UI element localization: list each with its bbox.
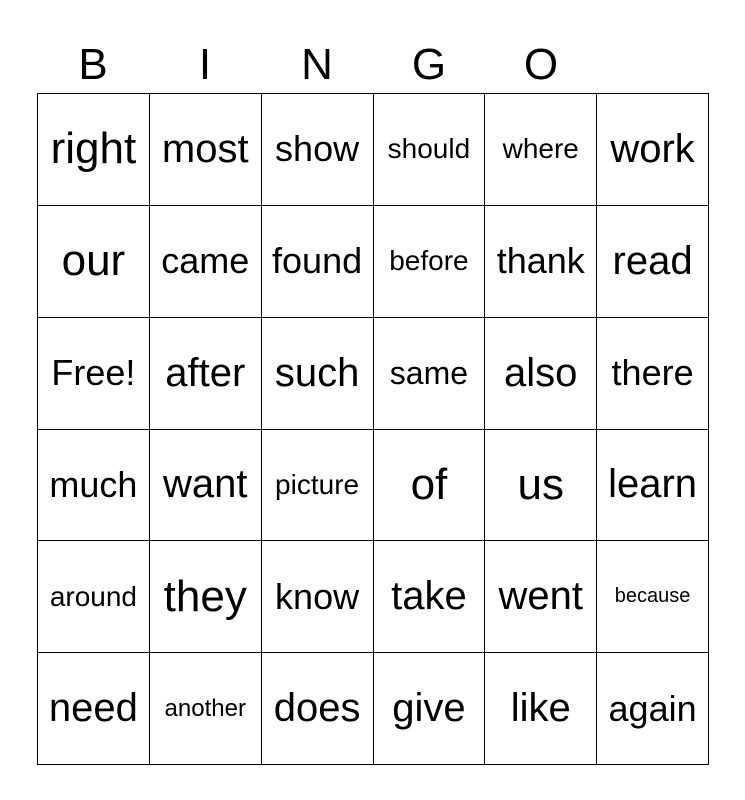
bingo-cell[interactable]: right — [38, 94, 150, 206]
bingo-cell[interactable]: us — [485, 430, 597, 542]
bingo-cell[interactable]: because — [597, 541, 709, 653]
bingo-cell[interactable]: also — [485, 318, 597, 430]
bingo-cell[interactable]: went — [485, 541, 597, 653]
bingo-cell[interactable]: came — [150, 206, 262, 318]
bingo-cell[interactable]: same — [374, 318, 486, 430]
bingo-cell[interactable]: our — [38, 206, 150, 318]
bingo-cell[interactable]: after — [150, 318, 262, 430]
header-letter-o: O — [523, 40, 559, 89]
header-letter-n: N — [301, 40, 333, 89]
bingo-cell[interactable]: before — [374, 206, 486, 318]
bingo-cell[interactable]: again — [597, 653, 709, 765]
bingo-cell[interactable]: of — [374, 430, 486, 542]
bingo-cell[interactable]: learn — [597, 430, 709, 542]
header-letter-g: G — [411, 40, 447, 89]
bingo-free-cell[interactable]: Free! — [38, 318, 150, 430]
bingo-header — [37, 38, 709, 92]
bingo-cell[interactable]: found — [262, 206, 374, 318]
bingo-cell[interactable]: need — [38, 653, 150, 765]
bingo-cell[interactable]: picture — [262, 430, 374, 542]
bingo-cell[interactable]: like — [485, 653, 597, 765]
bingo-cell[interactable]: work — [597, 94, 709, 206]
bingo-cell[interactable]: know — [262, 541, 374, 653]
bingo-cell[interactable]: want — [150, 430, 262, 542]
bingo-cell[interactable]: should — [374, 94, 486, 206]
bingo-cell[interactable]: show — [262, 94, 374, 206]
header-letter-i: I — [198, 40, 212, 89]
bingo-cell[interactable]: much — [38, 430, 150, 542]
bingo-cell[interactable]: around — [38, 541, 150, 653]
bingo-cell[interactable]: thank — [485, 206, 597, 318]
bingo-cell[interactable]: they — [150, 541, 262, 653]
bingo-cell[interactable]: read — [597, 206, 709, 318]
bingo-cell[interactable]: give — [374, 653, 486, 765]
bingo-card-grid — [37, 93, 709, 765]
header-letter-b: B — [78, 40, 108, 89]
bingo-cell[interactable]: such — [262, 318, 374, 430]
bingo-cell[interactable]: take — [374, 541, 486, 653]
bingo-cell[interactable]: does — [262, 653, 374, 765]
bingo-cell[interactable]: most — [150, 94, 262, 206]
bingo-cell[interactable]: there — [597, 318, 709, 430]
bingo-cell[interactable]: where — [485, 94, 597, 206]
bingo-cell[interactable]: another — [150, 653, 262, 765]
